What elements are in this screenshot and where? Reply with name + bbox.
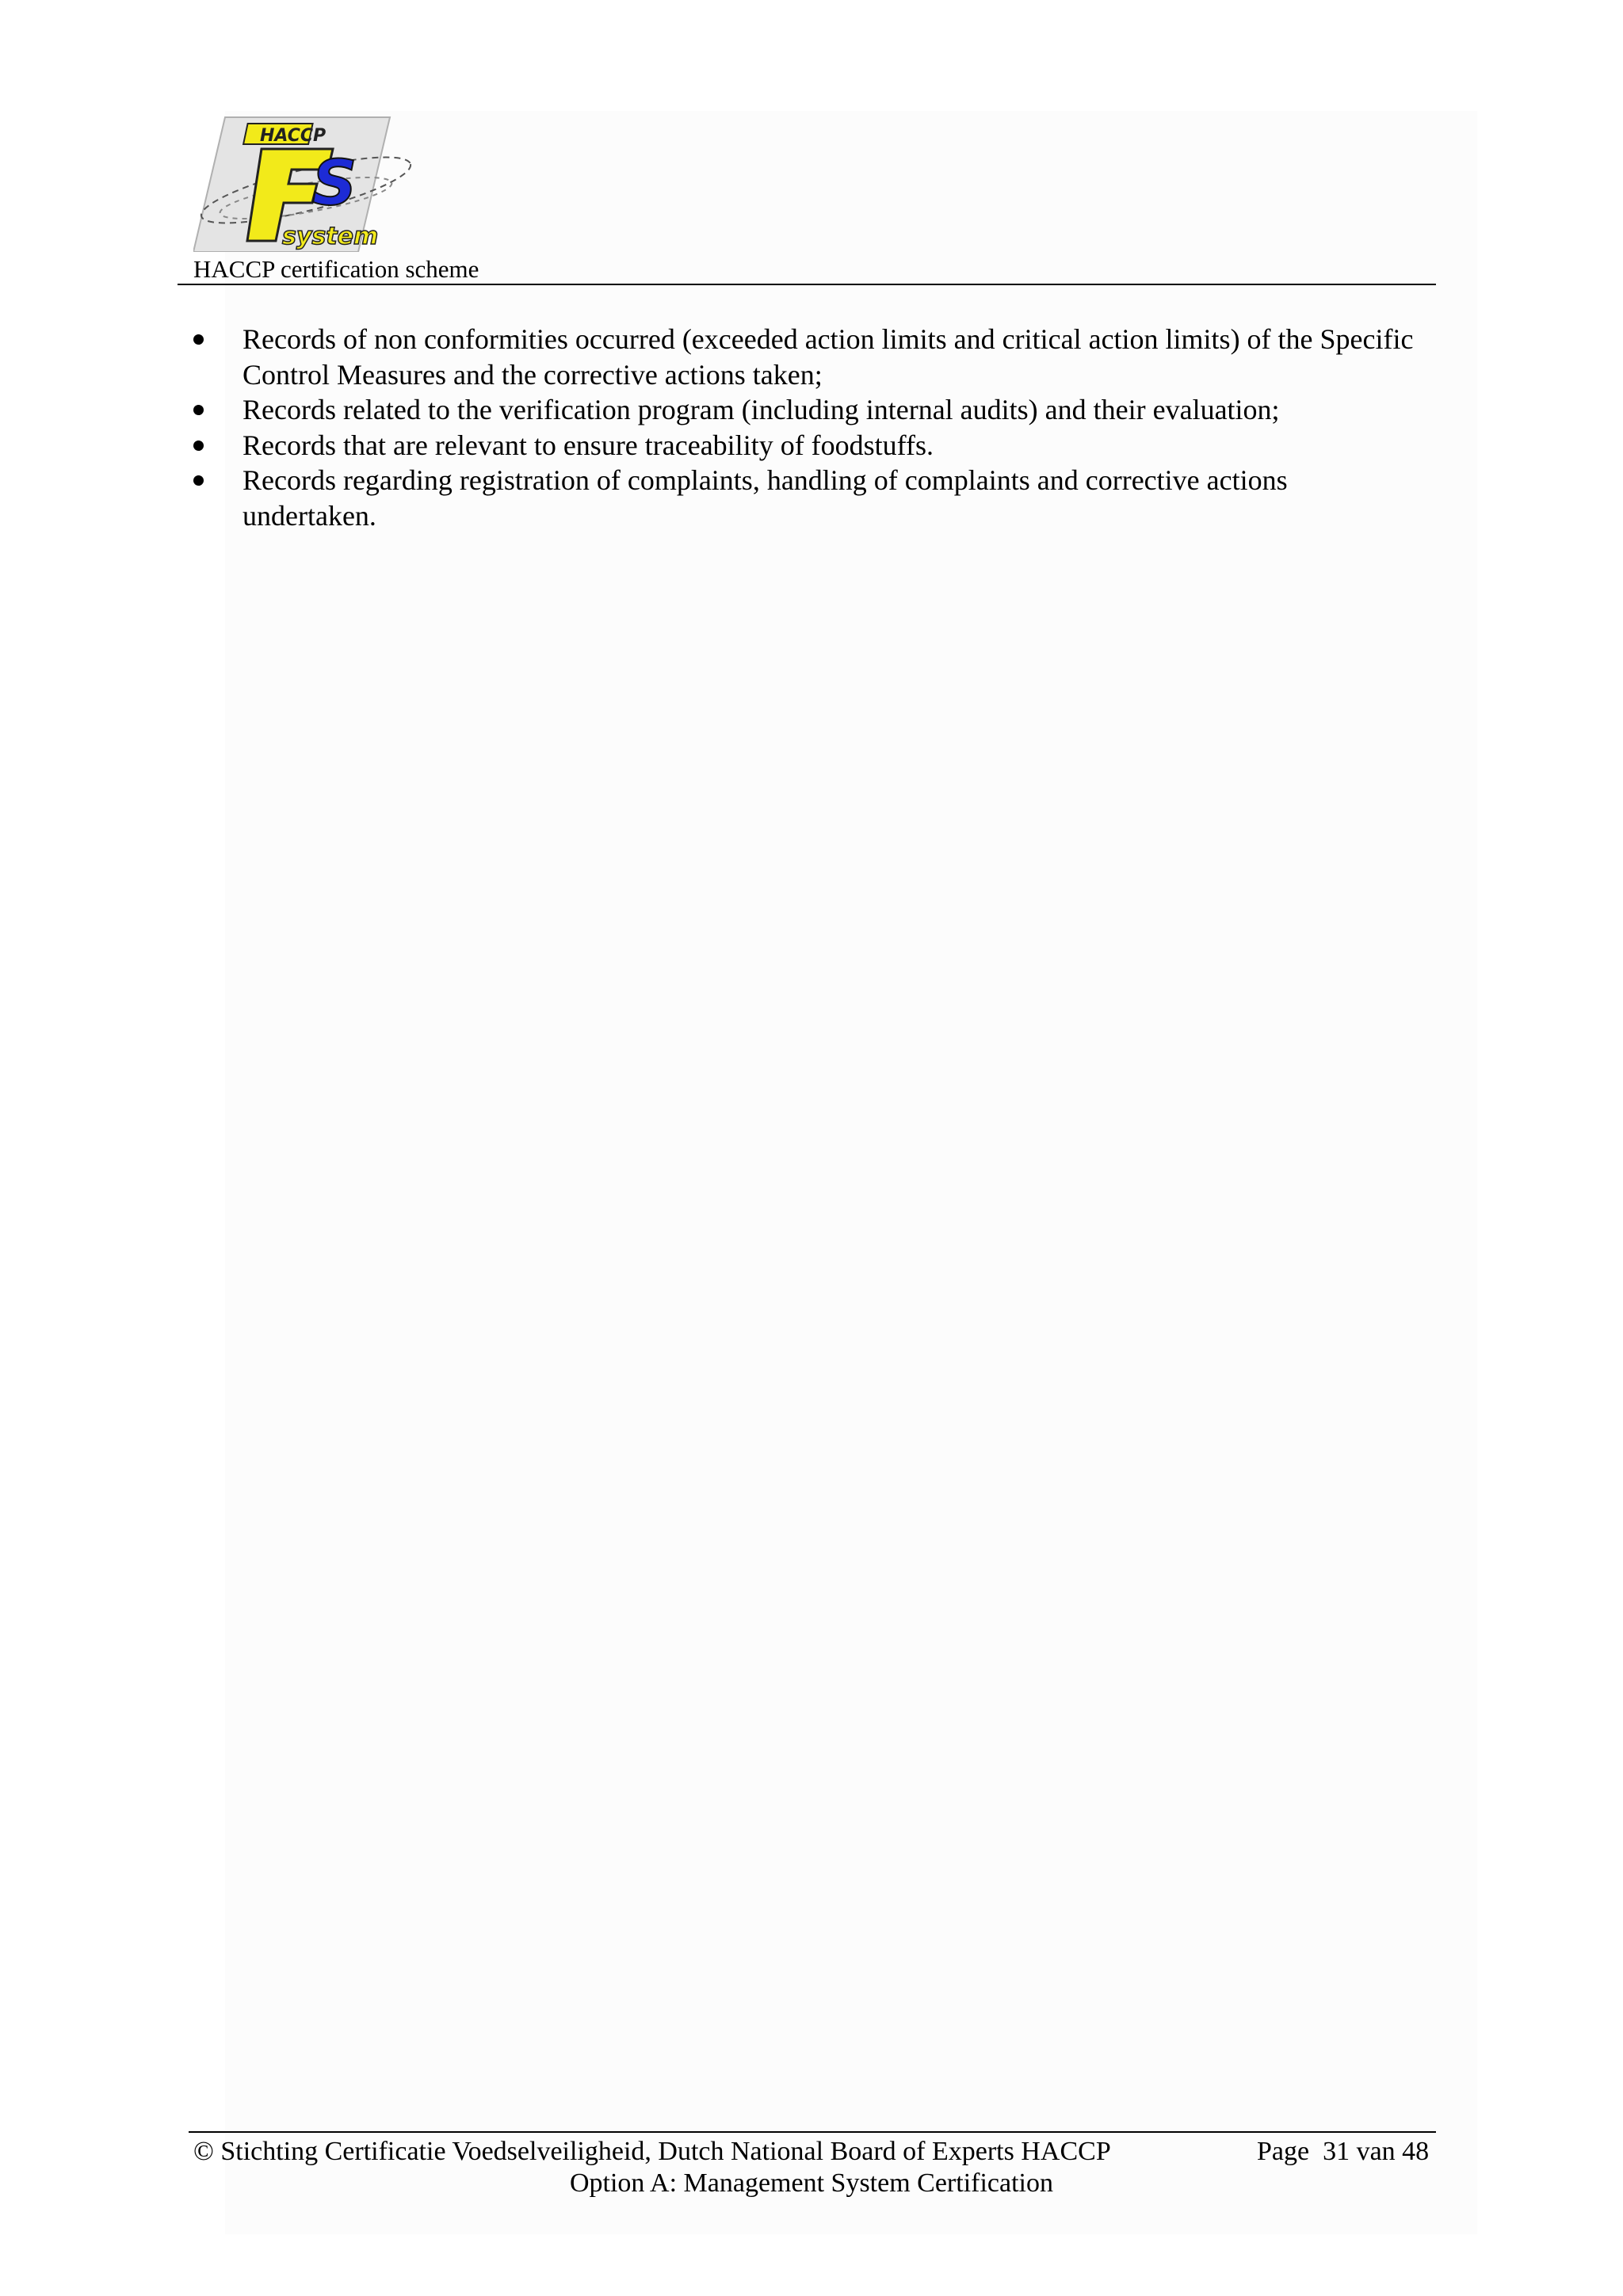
records-bullet-list — [190, 322, 1426, 533]
footer-divider — [189, 2131, 1436, 2133]
svg-text:system: system — [282, 223, 379, 250]
bullet-item — [190, 463, 1426, 533]
bullet-icon — [193, 441, 204, 451]
bullet-item — [190, 428, 1426, 463]
header-divider — [178, 284, 1436, 285]
bullet-icon — [193, 405, 204, 415]
bullet-icon — [193, 334, 204, 345]
svg-text:HACCP: HACCP — [260, 126, 327, 146]
document-title: HACCP certification scheme — [193, 255, 479, 283]
bullet-item — [190, 392, 1426, 428]
bullet-text: Records of non conformities occurred (exceeded action limits and critical action limits) of the Specific Control Measures and the corrective actions taken; — [242, 323, 1414, 391]
haccp-fs-system-logo — [193, 111, 418, 252]
svg-text:S: S — [312, 148, 357, 219]
bullet-item — [190, 322, 1426, 392]
footer-subtitle: Option A: Management System Certification — [569, 2168, 1053, 2198]
bullet-text: Records that are relevant to ensure traceability of foodstuffs. — [242, 429, 934, 461]
footer-copyright: © Stichting Certificatie Voedselveiligheid, Dutch National Board of Experts HACCP — [193, 2137, 1111, 2166]
bullet-text: Records regarding registration of complaints, handling of complaints and corrective actions undertaken. — [242, 464, 1288, 532]
page-number: Page 31 van 48 — [1257, 2137, 1430, 2166]
bullet-icon — [193, 475, 204, 486]
bullet-text: Records related to the verification program (including internal audits) and their evaluation; — [242, 394, 1280, 425]
